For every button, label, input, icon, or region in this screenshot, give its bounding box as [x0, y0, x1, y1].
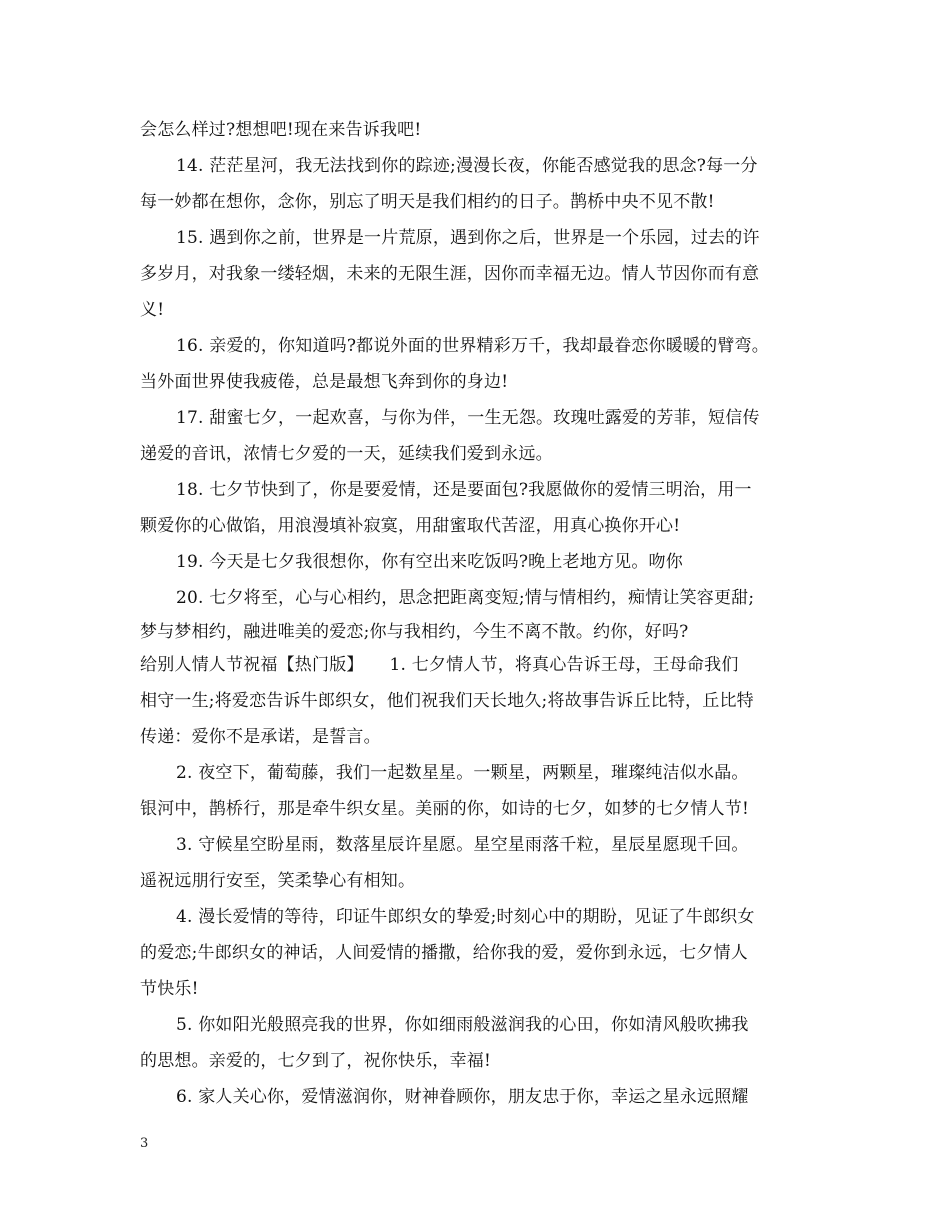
text-line-24: 的爱恋;牛郎织女的神话，人间爱情的播撒，给你我的爱，爱你到永远，七夕情人 — [140, 943, 748, 963]
text-line-5: 多岁月，对我象一缕轻烟，未来的无限生涯，因你而幸福无边。情人节因你而有意 — [140, 264, 760, 284]
text-line-17: 相守一生;将爱恋告诉牛郎织女，他们祝我们天长地久;将故事告诉丘比特，丘比特 — [140, 691, 754, 711]
text-line-18: 传递：爱你不是承诺，是誓言。 — [140, 727, 381, 747]
text-line-21: 3. 守候星空盼星雨，数落星辰许星愿。星空星雨落千粒，星辰星愿现千回。 — [176, 835, 749, 855]
text-line-10: 递爱的音讯，浓情七夕爱的一天，延续我们爱到永远。 — [140, 444, 553, 464]
text-line-13: 19. 今天是七夕我很想你，你有空出来吃饭吗?晚上老地方见。吻你 — [176, 552, 683, 572]
text-line-7: 16. 亲爱的，你知道吗?都说外面的世界精彩万千，我却最眷恋你暖暖的臂弯。 — [176, 336, 769, 356]
text-line-20: 银河中，鹊桥行，那是牵牛织女星。美丽的你，如诗的七夕，如梦的七夕情人节! — [140, 799, 750, 819]
text-line-14: 20. 七夕将至，心与心相约，思念把距离变短;情与情相约，痴情让笑容更甜; — [176, 588, 755, 608]
text-line-11: 18. 七夕节快到了，你是要爱情，还是要面包?我愿做你的爱情三明治，用一 — [176, 480, 752, 500]
text-line-9: 17. 甜蜜七夕，一起欢喜，与你为伴，一生无怨。玫瑰吐露爱的芳菲，短信传 — [176, 408, 760, 428]
text-line-6: 义! — [140, 300, 165, 320]
text-line-16: 给别人情人节祝福【热门版】 1. 七夕情人节，将真心告诉王母，王母命我们 — [140, 655, 739, 675]
text-line-15: 梦与梦相约，融进唯美的爱恋;你与我相约，今生不离不散。约你，好吗? — [140, 622, 689, 642]
text-line-26: 5. 你如阳光般照亮我的世界，你如细雨般滋润我的心田，你如清风般吹拂我 — [176, 1015, 749, 1035]
text-line-1: 会怎么样过?想想吧!现在来告诉我吧! — [140, 120, 422, 140]
text-line-3: 每一妙都在想你，念你，别忘了明天是我们相约的日子。鹊桥中央不见不散! — [140, 192, 715, 212]
text-line-19: 2. 夜空下，葡萄藤，我们一起数星星。一颗星，两颗星，璀璨纯洁似水晶。 — [176, 763, 749, 783]
text-line-12: 颗爱你的心做馅，用浪漫填补寂寞，用甜蜜取代苦涩，用真心换你开心! — [140, 516, 681, 536]
text-line-2: 14. 茫茫星河，我无法找到你的踪迹;漫漫长夜，你能否感觉我的思念?每一分 — [176, 156, 758, 176]
page-number: 3 — [140, 1136, 149, 1151]
text-line-4: 15. 遇到你之前，世界是一片荒原，遇到你之后，世界是一个乐园，过去的许 — [176, 228, 760, 248]
text-line-23: 4. 漫长爱情的等待，印证牛郎织女的挚爱;时刻心中的期盼，见证了牛郎织女 — [176, 907, 755, 927]
text-line-25: 节快乐! — [140, 979, 199, 999]
text-line-22: 遥祝远朋行安至，笑柔挚心有相知。 — [140, 871, 416, 891]
text-line-8: 当外面世界使我疲倦，总是最想飞奔到你的身边! — [140, 372, 509, 392]
text-line-28: 6. 家人关心你，爱情滋润你，财神眷顾你，朋友忠于你，幸运之星永远照耀 — [176, 1087, 749, 1107]
text-line-27: 的思想。亲爱的，七夕到了，祝你快乐，幸福! — [140, 1051, 492, 1071]
